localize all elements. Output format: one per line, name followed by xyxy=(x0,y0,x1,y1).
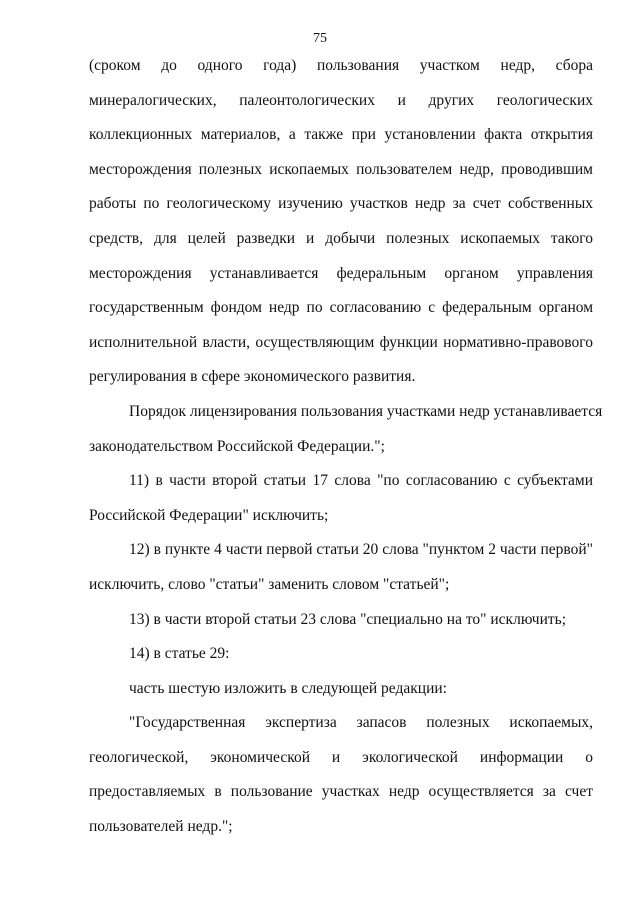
paragraph-8 xyxy=(89,706,593,844)
text-line: 11) в части второй статьи 17 слова "по согласованию с субъектами xyxy=(129,472,593,490)
text-line: Порядок лицензирования пользования участками недр устанавливается xyxy=(129,402,603,420)
paragraph-7 xyxy=(89,672,593,707)
paragraph-6 xyxy=(89,637,593,672)
text-line: (сроком до одного года) пользования участком недр, сбора xyxy=(89,57,593,74)
text-line: регулирования в сфере экономического развития. xyxy=(89,368,416,386)
document-body xyxy=(89,49,603,845)
text-line: часть шестую изложить в следующей редакции: xyxy=(129,679,447,697)
paragraph-3 xyxy=(89,464,593,533)
text-line: пользователей недр."; xyxy=(89,818,233,836)
text-line: государственным фондом недр по согласованию с федеральным органом xyxy=(89,299,593,317)
paragraph-1 xyxy=(89,49,593,395)
text-line: "Государственная экспертиза запасов полезных ископаемых, xyxy=(129,714,593,732)
text-line: законодательством Российской Федерации."; xyxy=(89,437,385,455)
text-line: месторождения полезных ископаемых пользователем недр, проводившим xyxy=(89,160,593,178)
text-line: Российской Федерации" исключить; xyxy=(89,506,329,524)
text-line: 13) в части второй статьи 23 слова "специально на то" исключить; xyxy=(129,610,567,628)
text-line: средств, для целей разведки и добычи полезных ископаемых такого xyxy=(89,229,593,247)
text-line: 14) в статье 29: xyxy=(129,645,230,663)
text-line: исполнительной власти, осуществляющим функции нормативно-правового xyxy=(89,333,593,351)
paragraph-4 xyxy=(89,533,593,602)
text-line: 12) в пункте 4 части первой статьи 20 слова "пунктом 2 части первой" xyxy=(129,541,593,559)
page-number: 75 xyxy=(313,31,327,46)
text-line: исключить, слово "статьи" заменить словом "статьей"; xyxy=(89,575,450,593)
paragraph-2 xyxy=(89,395,603,464)
text-line: минералогических, палеонтологических и других геологических xyxy=(89,91,593,109)
text-line: работы по геологическому изучению участков недр за счет собственных xyxy=(89,195,593,213)
text-line: геологической, экономической и экологической информации о xyxy=(89,748,593,766)
text-line: предоставляемых в пользование участках недр осуществляется за счет xyxy=(89,783,593,801)
paragraph-5 xyxy=(89,603,593,638)
text-line: коллекционных материалов, а также при установлении факта открытия xyxy=(89,126,593,144)
text-line: месторождения устанавливается федеральным органом управления xyxy=(89,264,593,282)
